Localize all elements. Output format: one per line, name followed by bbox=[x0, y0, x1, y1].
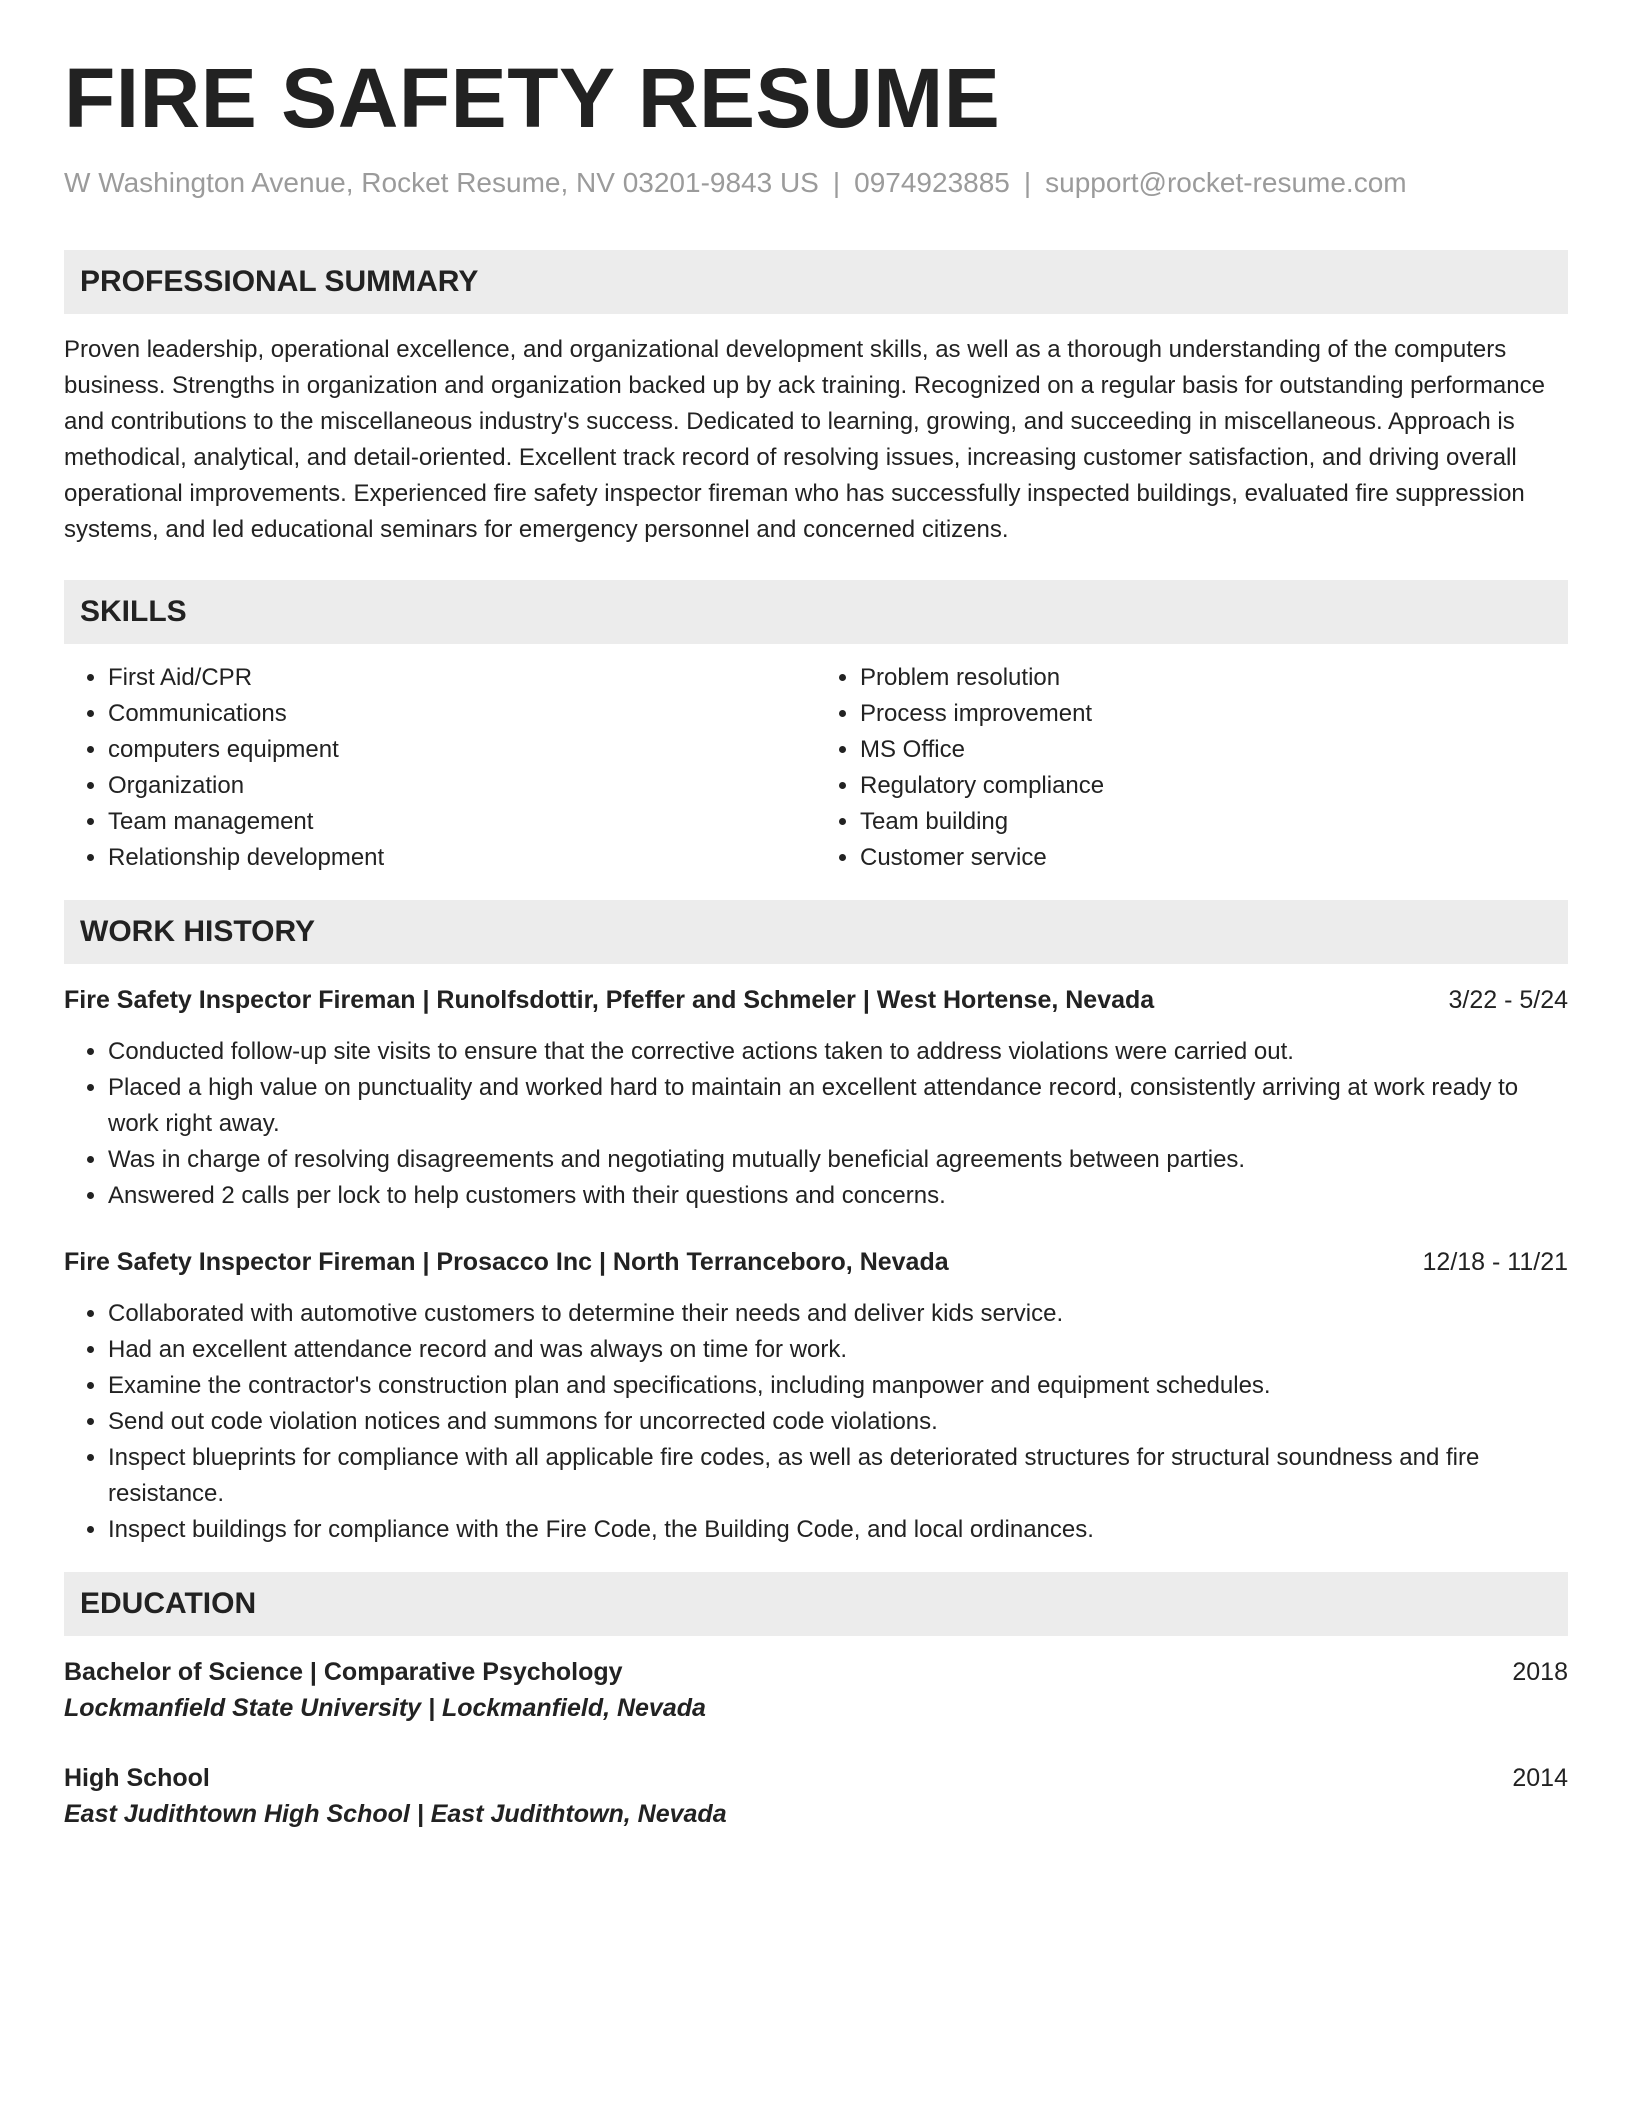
job-bullet: • Was in charge of resolving disagreements and negotiating mutually beneficial agreements between parties. bbox=[108, 1142, 1568, 1178]
education-header bbox=[64, 1654, 1568, 1690]
job-bullet: • Inspect blueprints for compliance with all applicable fire codes, as well as deteriorated structures for structural soundness and fire resistance. bbox=[108, 1440, 1568, 1512]
job-bullet: • Conducted follow-up site visits to ensure that the corrective actions taken to address violations were carried out. bbox=[108, 1034, 1568, 1070]
education-entry bbox=[64, 1760, 1568, 1832]
resume-title: FIRE SAFETY RESUME bbox=[64, 51, 1001, 145]
section-header-work-history bbox=[64, 900, 1568, 964]
job-bullet: • Inspect buildings for compliance with the Fire Code, the Building Code, and local ordinances. bbox=[108, 1512, 1568, 1548]
skill-item: • Regulatory compliance bbox=[860, 768, 1568, 804]
education-entry bbox=[64, 1654, 1568, 1726]
degree: High School bbox=[64, 1763, 210, 1792]
job-entry bbox=[64, 982, 1568, 1214]
skill-item: • Communications bbox=[108, 696, 816, 732]
section-title: PROFESSIONAL SUMMARY bbox=[80, 264, 479, 298]
separator: | bbox=[1023, 167, 1032, 199]
skill-item: • Process improvement bbox=[860, 696, 1568, 732]
skill-item: • Team management bbox=[108, 804, 816, 840]
job-dates: 12/18 - 11/21 bbox=[1422, 1247, 1568, 1276]
section-header-skills bbox=[64, 580, 1568, 644]
job-header bbox=[64, 982, 1568, 1018]
job-title: Fire Safety Inspector Fireman | Prosacco Inc | North Terranceboro, Nevada bbox=[64, 1247, 949, 1276]
job-bullets bbox=[64, 1034, 1568, 1214]
separator: | bbox=[832, 167, 841, 199]
job-title: Fire Safety Inspector Fireman | Runolfsdottir, Pfeffer and Schmeler | West Hortense, Nevada bbox=[64, 985, 1155, 1014]
skill-item: • computers equipment bbox=[108, 732, 816, 768]
summary-text: Proven leadership, operational excellence, and organizational development skills, as well as a thorough understanding of the computers business. Strengths in organization and organization backed up by ack training. Recognized on a regular basis for outstanding performance and contributions to the miscellaneous industry's success. Dedicated to learning, growing, and succeeding in miscellaneous. Approach is methodical, analytical, and detail-oriented. Excellent track record of resolving issues, increasing customer satisfaction, and driving overall operational improvements. Experienced fire safety inspector fireman who has successfully inspected buildings, evaluated fire suppression systems, and led educational seminars for emergency personnel and concerned citizens. bbox=[64, 335, 1545, 543]
job-bullet: • Placed a high value on punctuality and worked hard to maintain an excellent attendance record, consistently arriving at work ready to work right away. bbox=[108, 1070, 1568, 1142]
school: Lockmanfield State University | Lockmanfield, Nevada bbox=[64, 1693, 706, 1722]
degree: Bachelor of Science | Comparative Psychology bbox=[64, 1657, 623, 1686]
skill-item: • Customer service bbox=[860, 840, 1568, 876]
job-bullet: • Had an excellent attendance record and was always on time for work. bbox=[108, 1332, 1568, 1368]
job-bullets bbox=[64, 1296, 1568, 1548]
job-bullet: • Collaborated with automotive customers to determine their needs and deliver kids service. bbox=[108, 1296, 1568, 1332]
job-header bbox=[64, 1244, 1568, 1280]
skill-item: • First Aid/CPR bbox=[108, 660, 816, 696]
skills-column-left bbox=[64, 660, 816, 876]
job-bullet: • Send out code violation notices and summons for uncorrected code violations. bbox=[108, 1404, 1568, 1440]
skill-item: • Problem resolution bbox=[860, 660, 1568, 696]
education-header bbox=[64, 1760, 1568, 1796]
skills-column-right bbox=[816, 660, 1568, 876]
section-title: EDUCATION bbox=[80, 1586, 257, 1620]
section-header-summary bbox=[64, 250, 1568, 314]
education-year: 2014 bbox=[1512, 1763, 1568, 1792]
contact-line bbox=[64, 166, 1568, 200]
phone: 0974923885 bbox=[854, 167, 1010, 199]
section-title: WORK HISTORY bbox=[80, 914, 316, 948]
section-header-education bbox=[64, 1572, 1568, 1636]
school: East Judithtown High School | East Judithtown, Nevada bbox=[64, 1799, 727, 1828]
skills-list bbox=[64, 660, 1568, 876]
skill-item: • Organization bbox=[108, 768, 816, 804]
skill-item: • Team building bbox=[860, 804, 1568, 840]
education-year: 2018 bbox=[1512, 1657, 1568, 1686]
address: W Washington Avenue, Rocket Resume, NV 03201-9843 US bbox=[64, 167, 819, 199]
skill-item: • Relationship development bbox=[108, 840, 816, 876]
section-title: SKILLS bbox=[80, 594, 187, 628]
email: support@rocket-resume.com bbox=[1045, 167, 1407, 199]
job-bullet: • Examine the contractor's construction plan and specifications, including manpower and equipment schedules. bbox=[108, 1368, 1568, 1404]
job-bullet: • Answered 2 calls per lock to help customers with their questions and concerns. bbox=[108, 1178, 1568, 1214]
job-entry bbox=[64, 1244, 1568, 1548]
job-dates: 3/22 - 5/24 bbox=[1448, 985, 1568, 1014]
skill-item: • MS Office bbox=[860, 732, 1568, 768]
